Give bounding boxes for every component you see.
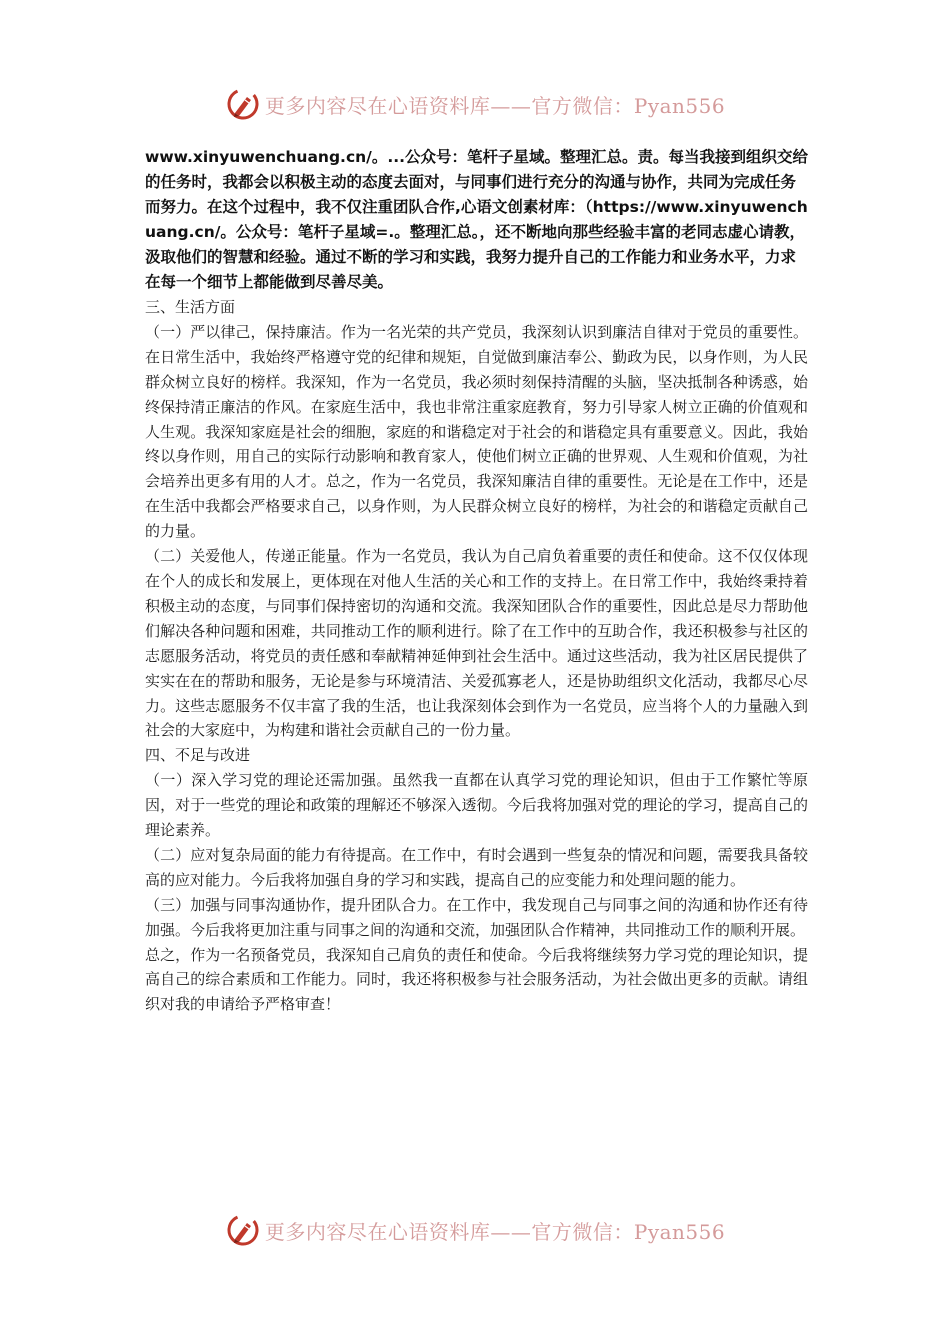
section-4-paragraph-1: （一）深入学习党的理论还需加强。虽然我一直都在认真学习党的理论知识，但由于工作繁忙等原因，对于一些党的理论和政策的理解还不够深入透彻。今后我将加强对党的理论的学习，提高自己的理论素养。	[145, 771, 808, 840]
header-banner	[0, 84, 950, 124]
conclusion-paragraph: 总之，作为一名预备党员，我深知自己肩负的责任和使命。今后我将继续努力学习党的理论知识，提高自己的综合素质和工作能力。同时，我还将积极参与社会服务活动，为社会做出更多的贡献。请组织对我的申请给予严格审查！	[145, 945, 808, 1014]
section-3-paragraph-2: （二）关爱他人，传递正能量。作为一名党员，我认为自己肩负着重要的责任和使命。这不仅仅体现在个人的成长和发展上，更体现在对他人生活的关心和工作的支持上。在日常工作中，我始终秉持着积极主动的态度，与同事们保持密切的沟通和交流。我深知团队合作的重要性，因此总是尽力帮助他们解决各种问题和困难，共同推动工作的顺利进行。除了在工作中的互助合作，我还积极参与社区的志愿服务活动，将党员的责任感和奉献精神延伸到社会生活中。通过这些活动，我为社区居民提供了实实在在的帮助和服务，无论是参与环境清洁、关爱孤寡老人，还是协助组织文化活动，我都尽心尽力。这些志愿服务不仅丰富了我的生活，也让我深刻体会到作为一名党员，应当将个人的力量融入到社会的大家庭中，为构建和谐社会贡献自己的一份力量。	[145, 547, 808, 740]
section-4-paragraph-2: （二）应对复杂局面的能力有待提高。在工作中，有时会遇到一些复杂的情况和问题，需要我具备较高的应对能力。今后我将加强自身的学习和实践，提高自己的应变能力和处理问题的能力。	[145, 845, 808, 889]
pen-logo-icon	[225, 1212, 261, 1248]
section-4-paragraph-3: （三）加强与同事沟通协作，提升团队合力。在工作中，我发现自己与同事之间的沟通和协作还有待加强。今后我将更加注重与同事之间的沟通和交流，加强团队合作精神，共同推动工作的顺利开展。	[145, 895, 808, 939]
document-body	[145, 145, 808, 1017]
header-banner-text: 更多内容尽在心语资料库——官方微信：Pyan556	[264, 93, 726, 118]
section-4-title: 四、不足与改进	[145, 746, 251, 765]
pen-logo-icon	[225, 86, 261, 122]
footer-banner	[0, 1210, 950, 1250]
section-3-title: 三、生活方面	[145, 298, 236, 316]
intro-paragraph: www.xinyuwenchuang.cn/。...公众号：笔杆子星域。整理汇总。责。每当我接到组织交给的任务时，我都会以积极主动的态度去面对，与同事们进行充分的沟通与协作，共同为完成任务而努力。在这个过程中，我不仅注重团队合作,心语文创素材库：（https://www.xinyuwenchuang.cn/。公众号：笔杆子星域=.。整理汇总。，还不断地向那些经验丰富的老同志虚心请教，汲取他们的智慧和经验。通过不断的学习和实践，我努力提升自己的工作能力和业务水平，力求在每一个细节上都能做到尽善尽美。	[145, 148, 808, 291]
footer-banner-text: 更多内容尽在心语资料库——官方微信：Pyan556	[264, 1219, 726, 1244]
section-3-paragraph-1: （一）严以律己，保持廉洁。作为一名光荣的共产党员，我深刻认识到廉洁自律对于党员的重要性。在日常生活中，我始终严格遵守党的纪律和规矩，自觉做到廉洁奉公、勤政为民，以身作则，为人民群众树立良好的榜样。我深知，作为一名党员，我必须时刻保持清醒的头脑，坚决抵制各种诱惑，始终保持清正廉洁的作风。在家庭生活中，我也非常注重家庭教育，努力引导家人树立正确的价值观和人生观。我深知家庭是社会的细胞，家庭的和谐稳定对于社会的和谐稳定具有重要意义。因此，我始终以身作则，用自己的实际行动影响和教育家人，使他们树立正确的世界观、人生观和价值观，为社会培养出更多有用的人才。总之，作为一名党员，我深知廉洁自律的重要性。无论是在工作中，还是在生活中我都会严格要求自己，以身作则，为人民群众树立良好的榜样，为社会的和谐稳定贡献自己的力量。	[145, 322, 808, 541]
